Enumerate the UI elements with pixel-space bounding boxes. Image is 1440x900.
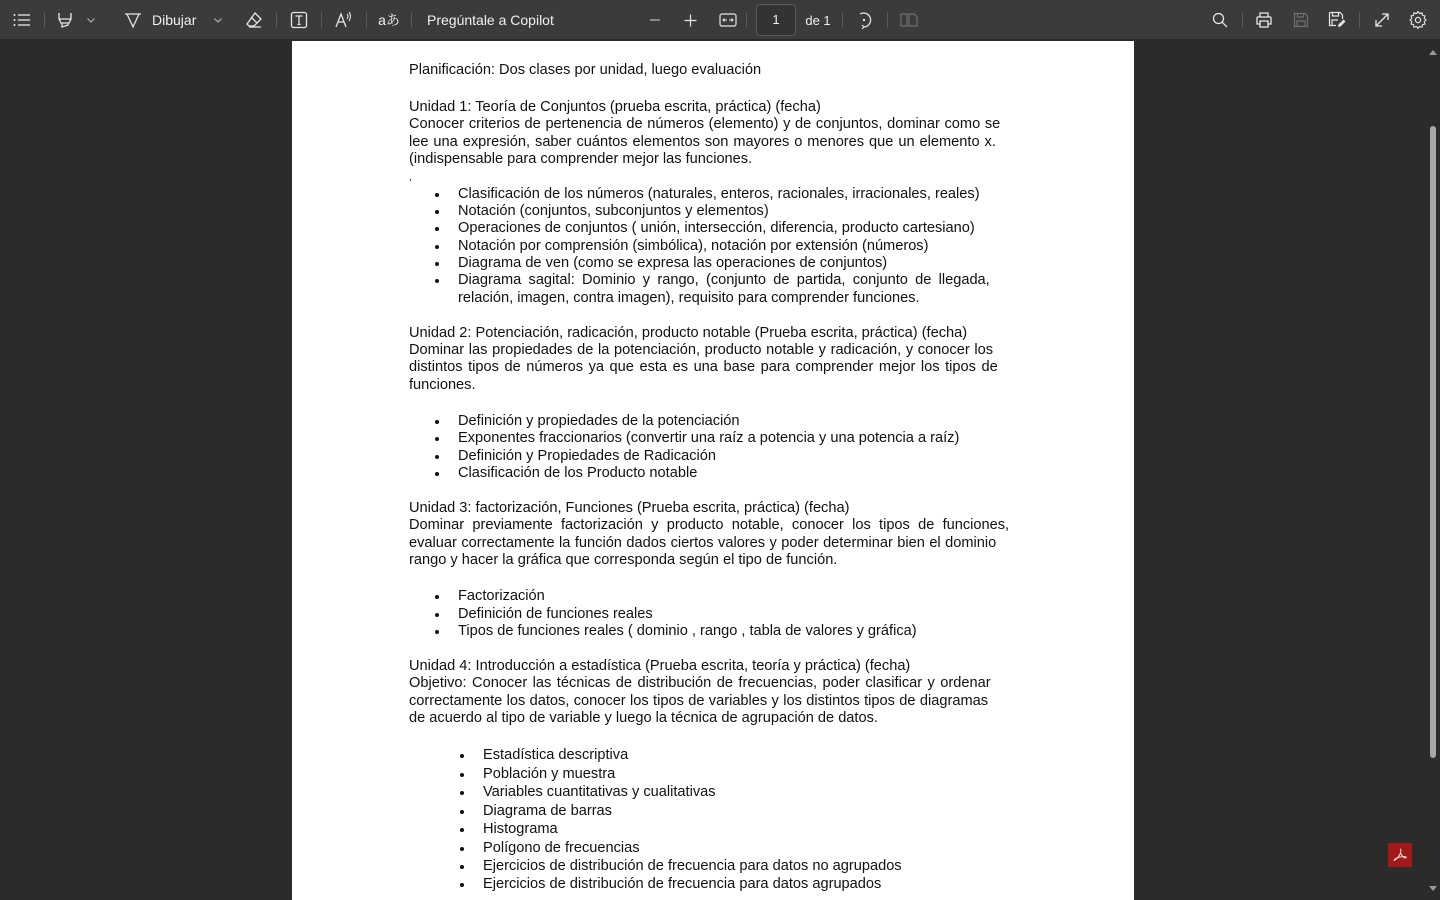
zoom-out-button[interactable]	[645, 0, 665, 40]
pen-draw-icon	[124, 11, 142, 29]
toolbar-divider	[44, 12, 45, 28]
toolbar-divider	[276, 12, 277, 28]
bullet-icon	[435, 630, 439, 634]
bullet-icon	[435, 420, 439, 424]
bullet-icon	[435, 193, 439, 197]
bullet-icon	[435, 437, 439, 441]
unit-1-topic: Diagrama de ven (como se expresa las operaciones de conjuntos)	[458, 255, 888, 271]
read-aloud-button[interactable]	[333, 0, 355, 40]
unit-2-topic: Clasificación de los Producto notable	[458, 465, 698, 481]
pdf-page	[292, 41, 1134, 900]
unit-4-topic: Histograma	[483, 821, 558, 837]
toolbar-divider	[1242, 12, 1243, 28]
expand-icon	[1374, 12, 1390, 28]
unit-4-description-line: de acuerdo al tipo de variable y luego la técnica de agrupación de datos.	[409, 710, 878, 726]
unit-1-description-line: lee una expresión, saber cuántos elementos son mayores o menores que un elemento x.	[409, 134, 996, 150]
toolbar-divider	[1359, 12, 1360, 28]
unit-1-topic-continued: relación, imagen, contra imagen), requisito para comprender funciones.	[458, 290, 920, 306]
print-icon	[1255, 11, 1273, 29]
vertical-scrollbar[interactable]	[1426, 41, 1440, 900]
page-total-text: de 1	[805, 12, 831, 28]
bullet-icon	[435, 245, 439, 249]
ask-copilot-button[interactable]	[427, 0, 567, 40]
bullet-icon	[460, 883, 464, 887]
page-view-icon	[900, 12, 918, 28]
unit-3-topic: Definición de funciones reales	[458, 606, 653, 622]
translate-button[interactable]	[377, 0, 401, 40]
highlight-options-dropdown[interactable]	[84, 0, 98, 40]
unit-2-description-line: distintos tipos de números ya que esta es una base para comprender mejor los tipos de	[409, 359, 998, 375]
unit-3-description-line: evaluar correctamente la función dados ciertos valores y poder determinar bien el dominio	[409, 535, 997, 551]
bullet-icon	[460, 828, 464, 832]
text-box-icon	[290, 11, 308, 29]
save-as-button[interactable]	[1326, 0, 1348, 40]
stray-comma: ,	[409, 172, 412, 183]
save-button[interactable]	[1290, 0, 1312, 40]
unit-1-description-line: Conocer criterios de pertenencia de números (elemento) y de conjuntos, dominar como se	[409, 116, 1001, 132]
toolbar-divider	[842, 12, 843, 28]
unit-4-topic: Estadística descriptiva	[483, 747, 629, 763]
unit-1-heading: Unidad 1: Teoría de Conjuntos (prueba escrita, práctica) (fecha)	[409, 99, 821, 115]
search-button[interactable]	[1209, 0, 1231, 40]
unit-4-topic: Diagrama de barras	[483, 803, 612, 819]
acrobat-button[interactable]	[1388, 843, 1412, 867]
bullet-icon	[435, 262, 439, 266]
eraser-icon	[245, 11, 263, 29]
print-button[interactable]	[1253, 0, 1275, 40]
add-text-button[interactable]	[288, 0, 310, 40]
scroll-down-arrow-icon[interactable]	[1429, 886, 1437, 891]
bullet-icon	[435, 455, 439, 459]
toolbar-divider	[366, 12, 367, 28]
draw-options-dropdown[interactable]	[211, 0, 225, 40]
save-icon	[1293, 12, 1309, 28]
unit-4-topic: Ejercicios de distribución de frecuencia para datos no agrupados	[483, 858, 902, 874]
gear-icon	[1409, 11, 1427, 29]
ask-copilot-label: Pregúntale a Copilot	[427, 12, 554, 28]
zoom-in-button[interactable]	[680, 0, 700, 40]
chevron-down-icon	[87, 18, 95, 23]
unit-2-topic: Exponentes fraccionarios (convertir una raíz a potencia y una potencia a raíz)	[458, 430, 960, 446]
unit-4-description-line: Objetivo: Conocer las técnicas de distribución de frecuencias, poder clasificar y ordenar	[409, 675, 991, 691]
scroll-up-arrow-icon[interactable]	[1429, 50, 1437, 55]
fit-width-icon	[719, 13, 737, 27]
unit-1-topic: Notación (conjuntos, subconjuntos y elementos)	[458, 203, 769, 219]
unit-4-topic: Variables cuantitativas y cualitativas	[483, 784, 716, 800]
page-view-button[interactable]	[898, 0, 920, 40]
page-total-label	[804, 0, 832, 40]
read-aloud-icon	[335, 11, 353, 29]
acrobat-icon	[1392, 847, 1408, 863]
fit-to-width-button[interactable]	[717, 0, 739, 40]
toolbar-divider	[321, 12, 322, 28]
bullet-icon	[435, 613, 439, 617]
page-number-input[interactable]: 1	[756, 4, 796, 36]
search-icon	[1212, 12, 1228, 28]
toolbar-divider	[887, 12, 888, 28]
unit-4-description-line: correctamente los datos, conocer los tipos de variables y los distintos tipos de diagramas	[409, 693, 989, 709]
save-as-icon	[1328, 11, 1346, 29]
unit-2-heading: Unidad 2: Potenciación, radicación, producto notable (Prueba escrita, práctica) (fecha)	[409, 325, 968, 341]
draw-label-text: Dibujar	[152, 12, 197, 28]
contents-button[interactable]	[10, 0, 34, 40]
bullet-icon	[460, 791, 464, 795]
highlight-button[interactable]	[54, 0, 76, 40]
bullet-icon	[460, 810, 464, 814]
unit-2-topic: Definición y propiedades de la potenciación	[458, 413, 740, 429]
unit-1-topic: Operaciones de conjuntos ( unión, intersección, diferencia, producto cartesiano)	[458, 220, 975, 236]
highlighter-icon	[57, 11, 73, 29]
toolbar-divider	[411, 12, 412, 28]
translate-icon: aあ	[378, 12, 400, 28]
unit-4-topic: Polígono de frecuencias	[483, 840, 640, 856]
fullscreen-button[interactable]	[1371, 0, 1393, 40]
unit-4-topic: Ejercicios de distribución de frecuencia para datos agrupados	[483, 876, 882, 892]
scrollbar-thumb[interactable]	[1430, 126, 1436, 758]
plus-icon	[684, 14, 697, 27]
minus-icon	[649, 14, 661, 26]
toolbar-divider	[746, 12, 747, 28]
unit-4-heading: Unidad 4: Introducción a estadística (Prueba escrita, teoría y práctica) (fecha)	[409, 658, 911, 674]
bullet-icon	[435, 472, 439, 476]
unit-1-description-line: (indispensable para comprender mejor las funciones.	[409, 151, 753, 167]
bullet-icon	[435, 227, 439, 231]
rotate-button[interactable]	[853, 0, 875, 40]
unit-2-topic: Definición y Propiedades de Radicación	[458, 448, 716, 464]
draw-button[interactable]	[122, 0, 144, 40]
erase-button[interactable]	[243, 0, 265, 40]
unit-3-description-line: Dominar previamente factorización y producto notable, conocer los tipos de funciones,	[409, 517, 1010, 533]
bullet-icon	[460, 847, 464, 851]
unit-1-topic: Notación por comprensión (simbólica), notación por extensión (números)	[458, 238, 929, 254]
bullet-icon	[435, 210, 439, 214]
unit-2-description-line: Dominar las propiedades de la potenciación, producto notable y radicación, y conocer los	[409, 342, 993, 358]
bullet-icon	[460, 865, 464, 869]
bullet-icon	[460, 773, 464, 777]
planning-title: Planificación: Dos clases por unidad, luego evaluación	[409, 62, 762, 78]
rotate-icon	[855, 11, 873, 29]
unit-1-topic: Clasificación de los números (naturales, enteros, racionales, irracionales, reales)	[458, 186, 980, 202]
unit-4-topic: Población y muestra	[483, 766, 616, 782]
settings-button[interactable]	[1407, 0, 1429, 40]
unit-2-description-line: funciones.	[409, 377, 476, 393]
pdf-toolbar	[0, 0, 1440, 40]
unit-3-heading: Unidad 3: factorización, Funciones (Prueba escrita, práctica) (fecha)	[409, 500, 850, 516]
draw-label[interactable]	[152, 0, 202, 40]
unit-3-topic: Factorización	[458, 588, 545, 604]
document-viewer[interactable]	[0, 41, 1440, 900]
unit-1-topic: Diagrama sagital: Dominio y rango, (conjunto de partida, conjunto de llegada,	[458, 272, 990, 288]
bullet-icon	[435, 595, 439, 599]
unit-3-description-line: rango y hacer la gráfica que corresponda según el tipo de función.	[409, 552, 838, 568]
chevron-down-icon	[214, 18, 222, 23]
unit-3-topic: Tipos de funciones reales ( dominio , rango , tabla de valores y gráfica)	[458, 623, 917, 639]
bullet-icon	[435, 279, 439, 283]
list-icon	[13, 13, 31, 27]
bullet-icon	[460, 754, 464, 758]
